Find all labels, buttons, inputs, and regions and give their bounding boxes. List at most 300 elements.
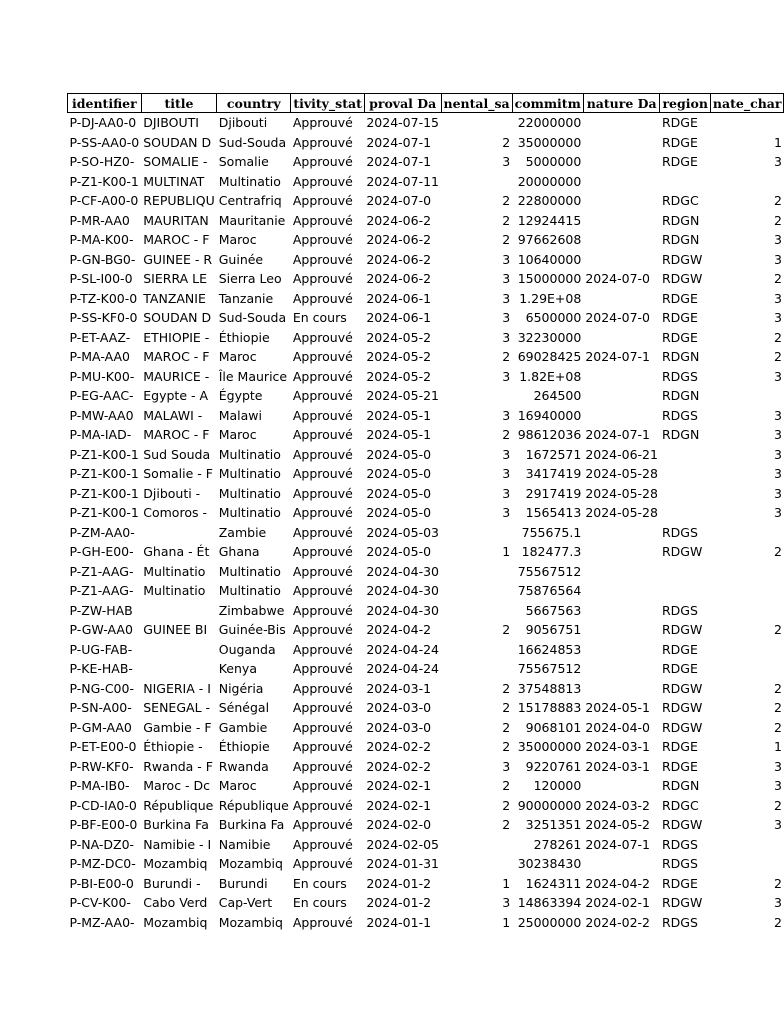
cell-env-safeguard[interactable]: 2 [502, 680, 511, 696]
cell-identifier[interactable]: P-MZ-DC0- [69, 856, 136, 871]
cell-env-safeguard[interactable]: 3 [502, 505, 511, 520]
column-header-title[interactable]: title [141, 94, 216, 113]
cell-region[interactable]: RDGW [661, 680, 703, 696]
cell-climate-change[interactable]: 3 [774, 466, 782, 481]
cell-approval-date[interactable]: 2024-05-1 [366, 427, 432, 442]
cell-climate-change[interactable] [710, 835, 784, 855]
cell-identifier[interactable]: P-KE-HAB- [69, 661, 133, 676]
cell-commitment[interactable]: 9068101 [525, 719, 582, 735]
cell-climate-change[interactable] [710, 640, 784, 660]
cell-identifier[interactable]: P-ET-AAZ- [69, 329, 131, 345]
cell-signature-date[interactable]: 2024-07-1 [585, 349, 651, 364]
cell-approval-date[interactable]: 2024-03-0 [366, 719, 432, 735]
cell-activity-status[interactable]: Approuvé [292, 290, 353, 306]
cell-env-safeguard[interactable]: 3 [502, 368, 511, 384]
cell-country[interactable]: Sierra Leo [218, 271, 282, 286]
cell-activity-status[interactable]: Approuvé [292, 602, 353, 618]
cell-climate-change[interactable]: 2 [774, 875, 782, 891]
cell-activity-status[interactable]: Approuvé [292, 778, 353, 793]
cell-title[interactable]: Namibie - I [143, 836, 212, 852]
cell-approval-date[interactable]: 2024-05-2 [366, 368, 432, 384]
cell-env-safeguard[interactable]: 2 [502, 739, 511, 754]
cell-title[interactable]: Éthiopie - [143, 739, 203, 754]
cell-region[interactable]: RDGN [661, 349, 700, 364]
cell-region[interactable]: RDGS [661, 368, 698, 384]
cell-climate-change[interactable]: 3 [774, 368, 782, 384]
cell-env-safeguard[interactable]: 1 [502, 544, 511, 559]
cell-country[interactable]: Ghana [218, 544, 260, 559]
cell-region[interactable]: RDGE [661, 115, 698, 130]
cell-commitment[interactable]: 35000000 [517, 739, 582, 754]
cell-env-safeguard[interactable] [441, 562, 512, 582]
cell-approval-date[interactable]: 2024-02-0 [366, 817, 432, 832]
cell-activity-status[interactable]: En cours [292, 895, 347, 910]
cell-climate-change[interactable]: 3 [774, 427, 782, 442]
cell-activity-status[interactable]: Approuvé [292, 641, 353, 657]
cell-climate-change[interactable]: 2 [774, 544, 782, 559]
cell-signature-date[interactable] [583, 406, 660, 426]
cell-country[interactable]: Tanzanie [218, 290, 274, 306]
cell-identifier[interactable]: P-Z1-AAG- [69, 563, 134, 579]
cell-env-safeguard[interactable] [441, 581, 512, 601]
cell-region[interactable]: RDGW [661, 719, 703, 735]
cell-approval-date[interactable]: 2024-05-03 [366, 524, 440, 540]
cell-country[interactable]: Multinatio [218, 505, 281, 520]
cell-approval-date[interactable]: 2024-04-24 [366, 641, 440, 657]
cell-env-safeguard[interactable]: 2 [502, 817, 511, 832]
cell-env-safeguard[interactable]: 3 [502, 310, 511, 325]
cell-activity-status[interactable]: Approuvé [292, 797, 353, 813]
cell-country[interactable]: Éthiopie [218, 329, 270, 345]
cell-identifier[interactable]: P-MA-IAD- [69, 427, 132, 442]
cell-signature-date[interactable]: 2024-03-1 [585, 758, 651, 774]
cell-region[interactable]: RDGN [661, 232, 700, 247]
cell-identifier[interactable]: P-GW-AA0 [69, 622, 133, 637]
cell-activity-status[interactable]: Approuvé [292, 524, 353, 540]
cell-signature-date[interactable] [583, 854, 660, 874]
column-header-signature-date[interactable]: nature Da [583, 94, 660, 113]
cell-approval-date[interactable]: 2024-05-1 [366, 407, 432, 423]
cell-env-safeguard[interactable]: 2 [502, 349, 511, 364]
cell-title[interactable]: République [143, 797, 214, 813]
cell-commitment[interactable]: 15000000 [517, 271, 582, 286]
cell-title[interactable]: Burundi - [143, 875, 201, 891]
cell-commitment[interactable]: 69028425 [517, 349, 582, 364]
cell-activity-status[interactable]: Approuvé [292, 836, 353, 852]
cell-identifier[interactable]: P-ZM-AA0- [69, 524, 135, 540]
cell-title[interactable]: MAURICE - [143, 368, 210, 384]
cell-identifier[interactable]: P-GM-AA0 [69, 719, 132, 735]
cell-approval-date[interactable]: 2024-07-11 [366, 173, 440, 189]
cell-signature-date[interactable] [583, 640, 660, 660]
cell-activity-status[interactable]: Approuvé [292, 700, 353, 715]
cell-country[interactable]: Multinatio [218, 583, 281, 598]
cell-activity-status[interactable]: Approuvé [292, 563, 353, 579]
cell-signature-date[interactable] [583, 289, 660, 309]
cell-region[interactable] [660, 445, 710, 465]
cell-climate-change[interactable]: 2 [774, 193, 782, 208]
cell-region[interactable]: RDGS [661, 856, 698, 871]
cell-env-safeguard[interactable]: 1 [502, 914, 511, 930]
cell-climate-change[interactable]: 3 [774, 895, 782, 910]
cell-identifier[interactable]: P-ET-E00-0 [69, 739, 137, 754]
cell-region[interactable]: RDGE [661, 154, 698, 169]
cell-commitment[interactable]: 16940000 [517, 407, 582, 423]
cell-region[interactable]: RDGE [661, 875, 698, 891]
cell-activity-status[interactable]: Approuvé [292, 232, 353, 247]
cell-activity-status[interactable]: Approuvé [292, 212, 353, 228]
cell-commitment[interactable]: 1.82E+08 [519, 368, 582, 384]
cell-climate-change[interactable] [710, 172, 784, 192]
cell-commitment[interactable]: 9220761 [525, 758, 582, 774]
cell-climate-change[interactable]: 1 [774, 739, 782, 754]
cell-signature-date[interactable]: 2024-05-28 [585, 485, 658, 501]
cell-identifier[interactable]: P-TZ-K00-0 [69, 290, 138, 306]
cell-identifier[interactable]: P-MA-K00- [69, 232, 134, 247]
cell-title[interactable] [141, 523, 216, 543]
cell-commitment[interactable]: 20000000 [517, 173, 582, 189]
cell-climate-change[interactable]: 3 [774, 758, 782, 774]
cell-signature-date[interactable] [583, 367, 660, 387]
cell-identifier[interactable]: P-NG-C00- [69, 680, 134, 696]
cell-title[interactable]: Gambie - F [143, 719, 212, 735]
cell-env-safeguard[interactable]: 3 [502, 329, 511, 345]
cell-region[interactable]: RDGE [661, 310, 698, 325]
cell-approval-date[interactable]: 2024-06-2 [366, 251, 432, 267]
cell-activity-status[interactable]: Approuvé [292, 329, 353, 345]
cell-activity-status[interactable]: Approuvé [292, 349, 353, 364]
cell-region[interactable]: RDGE [661, 661, 698, 676]
cell-activity-status[interactable]: Approuvé [292, 719, 353, 735]
cell-activity-status[interactable]: Approuvé [292, 251, 353, 267]
cell-approval-date[interactable]: 2024-02-2 [366, 758, 432, 774]
cell-identifier[interactable]: P-UG-FAB- [69, 641, 133, 657]
cell-identifier[interactable]: P-Z1-K00-1 [69, 173, 139, 189]
cell-title[interactable]: Burkina Fa [143, 817, 209, 832]
cell-identifier[interactable]: P-CV-K00- [69, 895, 131, 910]
cell-title[interactable]: Maroc - Dc [143, 778, 211, 793]
cell-env-safeguard[interactable] [441, 113, 512, 133]
cell-identifier[interactable]: P-EG-AAC- [69, 388, 134, 403]
cell-identifier[interactable]: P-Z1-K00-1 [69, 446, 139, 462]
cell-signature-date[interactable] [583, 386, 660, 406]
cell-activity-status[interactable]: Approuvé [292, 154, 353, 169]
cell-commitment[interactable]: 75876564 [517, 583, 582, 598]
cell-env-safeguard[interactable] [441, 172, 512, 192]
cell-signature-date[interactable]: 2024-06-21 [585, 446, 658, 462]
cell-approval-date[interactable]: 2024-04-24 [366, 661, 440, 676]
cell-climate-change[interactable]: 2 [774, 680, 782, 696]
cell-region[interactable]: RDGS [661, 524, 698, 540]
cell-commitment[interactable]: 90000000 [517, 797, 582, 813]
cell-climate-change[interactable]: 2 [774, 212, 782, 228]
cell-activity-status[interactable]: Approuvé [292, 173, 353, 189]
cell-identifier[interactable]: P-ZW-HAB [69, 602, 133, 618]
cell-activity-status[interactable]: Approuvé [292, 661, 353, 676]
cell-activity-status[interactable]: Approuvé [292, 856, 353, 871]
cell-identifier[interactable]: P-MA-AA0 [69, 349, 130, 364]
cell-country[interactable]: Multinatio [218, 173, 281, 189]
cell-approval-date[interactable]: 2024-01-2 [366, 875, 432, 891]
cell-identifier[interactable]: P-SS-KF0-0 [69, 310, 138, 325]
cell-identifier[interactable]: P-RW-KF0- [69, 758, 134, 774]
cell-approval-date[interactable]: 2024-01-1 [366, 914, 432, 930]
cell-title[interactable]: Somalie - F [143, 466, 213, 481]
cell-commitment[interactable]: 98612036 [517, 427, 582, 442]
column-header-identifier[interactable]: identifier [68, 94, 142, 113]
cell-signature-date[interactable]: 2024-02-1 [585, 895, 651, 910]
cell-signature-date[interactable] [583, 562, 660, 582]
cell-signature-date[interactable]: 2024-07-1 [585, 427, 651, 442]
cell-signature-date[interactable]: 2024-03-2 [585, 797, 651, 813]
cell-title[interactable]: MALAWI - [143, 407, 203, 423]
cell-commitment[interactable]: 97662608 [517, 232, 582, 247]
cell-activity-status[interactable]: Approuvé [292, 115, 353, 130]
cell-identifier[interactable]: P-MZ-AA0- [69, 914, 135, 930]
cell-env-safeguard[interactable] [441, 601, 512, 621]
cell-approval-date[interactable]: 2024-04-30 [366, 602, 440, 618]
cell-signature-date[interactable]: 2024-07-0 [585, 271, 651, 286]
cell-climate-change[interactable]: 3 [774, 778, 782, 793]
cell-title[interactable]: SOUDAN D [143, 310, 212, 325]
cell-activity-status[interactable]: Approuvé [292, 505, 353, 520]
cell-signature-date[interactable] [583, 133, 660, 153]
cell-country[interactable]: Centrafriq [218, 193, 282, 208]
column-header-commitment[interactable]: commitm [512, 94, 583, 113]
cell-climate-change[interactable] [710, 523, 784, 543]
cell-signature-date[interactable] [583, 230, 660, 250]
cell-approval-date[interactable]: 2024-06-1 [366, 290, 432, 306]
cell-env-safeguard[interactable]: 2 [502, 232, 511, 247]
cell-title[interactable] [141, 640, 216, 660]
cell-approval-date[interactable]: 2024-04-2 [366, 622, 432, 637]
cell-climate-change[interactable] [710, 113, 784, 133]
cell-commitment[interactable]: 1565413 [525, 505, 582, 520]
cell-commitment[interactable]: 2917419 [525, 485, 582, 501]
cell-commitment[interactable]: 182477.3 [521, 544, 582, 559]
cell-region[interactable] [660, 503, 710, 523]
cell-signature-date[interactable] [583, 152, 660, 172]
cell-env-safeguard[interactable] [441, 835, 512, 855]
cell-country[interactable]: Maroc [218, 232, 257, 247]
cell-climate-change[interactable]: 2 [774, 349, 782, 364]
cell-env-safeguard[interactable]: 2 [502, 797, 511, 813]
cell-signature-date[interactable] [583, 250, 660, 270]
cell-identifier[interactable]: P-Z1-K00-1 [69, 466, 139, 481]
cell-signature-date[interactable]: 2024-05-28 [585, 466, 658, 481]
cell-activity-status[interactable]: Approuvé [292, 758, 353, 774]
cell-approval-date[interactable]: 2024-05-0 [366, 466, 432, 481]
cell-region[interactable]: RDGC [661, 193, 699, 208]
cell-approval-date[interactable]: 2024-02-2 [366, 739, 432, 754]
cell-activity-status[interactable]: Approuvé [292, 427, 353, 442]
cell-country[interactable]: Île Maurice [218, 368, 288, 384]
cell-commitment[interactable]: 5000000 [525, 154, 582, 169]
cell-env-safeguard[interactable]: 2 [502, 719, 511, 735]
cell-climate-change[interactable]: 2 [774, 271, 782, 286]
cell-climate-change[interactable]: 3 [774, 154, 782, 169]
cell-title[interactable]: MAURITAN [143, 212, 209, 228]
cell-activity-status[interactable]: Approuvé [292, 622, 353, 637]
column-header-environmental-safeguard[interactable]: nental_sa [441, 94, 512, 113]
cell-country[interactable]: Multinatio [218, 466, 281, 481]
cell-env-safeguard[interactable]: 3 [502, 251, 511, 267]
cell-commitment[interactable]: 15178883 [517, 700, 582, 715]
cell-climate-change[interactable] [710, 601, 784, 621]
cell-commitment[interactable]: 22000000 [517, 115, 582, 130]
cell-approval-date[interactable]: 2024-06-2 [366, 232, 432, 247]
cell-region[interactable] [660, 562, 710, 582]
cell-title[interactable]: Mozambiq [143, 914, 208, 930]
cell-identifier[interactable]: P-CD-IA0-0 [69, 797, 137, 813]
cell-env-safeguard[interactable]: 1 [502, 875, 511, 891]
cell-climate-change[interactable]: 2 [774, 914, 782, 930]
cell-climate-change[interactable]: 3 [774, 446, 782, 462]
cell-country[interactable]: Guinée-Bis [218, 622, 286, 637]
cell-title[interactable]: MAROC - F [143, 427, 210, 442]
cell-region[interactable]: RDGS [661, 914, 698, 930]
cell-identifier[interactable]: P-MW-AA0 [69, 407, 134, 423]
cell-country[interactable]: Djibouti [218, 115, 268, 130]
cell-title[interactable]: SOUDAN D [143, 134, 212, 150]
cell-climate-change[interactable]: 3 [774, 251, 782, 267]
cell-identifier[interactable]: P-GN-BG0- [69, 251, 136, 267]
cell-climate-change[interactable]: 3 [774, 232, 782, 247]
cell-title[interactable]: Djibouti - [143, 485, 201, 501]
cell-region[interactable] [660, 172, 710, 192]
cell-climate-change[interactable] [710, 562, 784, 582]
cell-signature-date[interactable]: 2024-04-0 [585, 719, 651, 735]
cell-country[interactable]: Multinatio [218, 563, 281, 579]
cell-env-safeguard[interactable]: 3 [502, 154, 511, 169]
cell-commitment[interactable]: 30238430 [517, 856, 582, 871]
cell-activity-status[interactable]: Approuvé [292, 544, 353, 559]
cell-approval-date[interactable]: 2024-03-1 [366, 680, 432, 696]
cell-env-safeguard[interactable]: 3 [502, 758, 511, 774]
cell-env-safeguard[interactable]: 3 [502, 466, 511, 481]
cell-country[interactable]: Zambie [218, 524, 267, 540]
cell-title[interactable]: Sud Souda [143, 446, 211, 462]
cell-title[interactable]: Comoros - [143, 505, 207, 520]
cell-identifier[interactable]: P-CF-A00-0 [69, 193, 139, 208]
cell-activity-status[interactable]: Approuvé [292, 817, 353, 832]
cell-region[interactable]: RDGN [661, 212, 700, 228]
cell-approval-date[interactable]: 2024-07-0 [366, 193, 432, 208]
cell-region[interactable] [660, 464, 710, 484]
cell-env-safeguard[interactable]: 2 [502, 134, 511, 150]
cell-region[interactable]: RDGW [661, 895, 703, 910]
cell-activity-status[interactable]: Approuvé [292, 368, 353, 384]
cell-climate-change[interactable]: 3 [774, 817, 782, 832]
cell-env-safeguard[interactable]: 3 [502, 271, 511, 286]
cell-signature-date[interactable]: 2024-03-1 [585, 739, 651, 754]
cell-title[interactable]: Rwanda - F [143, 758, 213, 774]
cell-env-safeguard[interactable]: 3 [502, 407, 511, 423]
cell-climate-change[interactable]: 2 [774, 622, 782, 637]
cell-approval-date[interactable]: 2024-05-2 [366, 349, 432, 364]
cell-commitment[interactable]: 14863394 [517, 895, 582, 910]
cell-country[interactable]: Rwanda [218, 758, 269, 774]
cell-approval-date[interactable]: 2024-03-0 [366, 700, 432, 715]
cell-commitment[interactable]: 32230000 [517, 329, 582, 345]
cell-env-safeguard[interactable]: 3 [502, 446, 511, 462]
cell-country[interactable]: Nigéria [218, 680, 264, 696]
cell-signature-date[interactable]: 2024-05-1 [585, 700, 651, 715]
cell-region[interactable]: RDGE [661, 290, 698, 306]
cell-climate-change[interactable]: 3 [774, 505, 782, 520]
cell-country[interactable]: République [218, 797, 289, 813]
cell-approval-date[interactable]: 2024-04-30 [366, 583, 440, 598]
cell-activity-status[interactable]: Approuvé [292, 407, 353, 423]
cell-country[interactable]: Gambie [218, 719, 268, 735]
cell-climate-change[interactable] [710, 386, 784, 406]
column-header-country[interactable]: country [217, 94, 291, 113]
cell-approval-date[interactable]: 2024-04-30 [366, 563, 440, 579]
cell-approval-date[interactable]: 2024-02-1 [366, 778, 432, 793]
cell-region[interactable]: RDGE [661, 641, 698, 657]
cell-title[interactable]: GUINEE - R [143, 251, 213, 267]
cell-commitment[interactable]: 25000000 [517, 914, 582, 930]
cell-identifier[interactable]: P-SL-I00-0 [69, 271, 133, 286]
cell-country[interactable]: Sud-Souda [218, 310, 287, 325]
cell-climate-change[interactable]: 3 [774, 407, 782, 423]
cell-country[interactable]: Maroc [218, 427, 257, 442]
cell-signature-date[interactable]: 2024-05-28 [585, 505, 658, 520]
cell-commitment[interactable]: 37548813 [517, 680, 582, 696]
cell-env-safeguard[interactable]: 2 [502, 193, 511, 208]
cell-title[interactable]: DJIBOUTI [143, 115, 199, 130]
cell-activity-status[interactable]: Approuvé [292, 271, 353, 286]
cell-country[interactable]: Multinatio [218, 446, 281, 462]
cell-identifier[interactable]: P-Z1-K00-1 [69, 505, 139, 520]
cell-identifier[interactable]: P-GH-E00- [69, 544, 134, 559]
cell-approval-date[interactable]: 2024-05-0 [366, 505, 432, 520]
cell-region[interactable]: RDGW [661, 817, 703, 832]
cell-region[interactable]: RDGS [661, 407, 698, 423]
cell-region[interactable]: RDGS [661, 836, 698, 852]
cell-env-safeguard[interactable]: 2 [502, 778, 511, 793]
cell-title[interactable]: Multinatio [143, 583, 206, 598]
column-header-approval-date[interactable]: proval Da [364, 94, 441, 113]
cell-commitment[interactable]: 75567512 [517, 661, 582, 676]
cell-commitment[interactable]: 22800000 [517, 193, 582, 208]
cell-approval-date[interactable]: 2024-07-1 [366, 134, 432, 150]
cell-activity-status[interactable]: Approuvé [292, 914, 353, 930]
cell-signature-date[interactable] [583, 191, 660, 211]
cell-activity-status[interactable]: Approuvé [292, 485, 353, 501]
cell-activity-status[interactable]: Approuvé [292, 680, 353, 696]
cell-region[interactable]: RDGE [661, 739, 698, 754]
cell-signature-date[interactable]: 2024-05-2 [585, 817, 651, 832]
cell-env-safeguard[interactable]: 2 [502, 622, 511, 637]
cell-country[interactable]: Malawi [218, 407, 263, 423]
cell-country[interactable]: Cap-Vert [218, 895, 273, 910]
cell-activity-status[interactable]: Approuvé [292, 583, 353, 598]
cell-title[interactable]: MULTINAT [143, 173, 205, 189]
cell-signature-date[interactable] [583, 659, 660, 679]
cell-approval-date[interactable]: 2024-05-2 [366, 329, 432, 345]
cell-env-safeguard[interactable] [441, 523, 512, 543]
cell-climate-change[interactable]: 3 [774, 310, 782, 325]
cell-env-safeguard[interactable] [441, 854, 512, 874]
cell-activity-status[interactable]: Approuvé [292, 466, 353, 481]
cell-country[interactable]: Burundi [218, 875, 268, 891]
cell-country[interactable]: Sud-Souda [218, 134, 287, 150]
cell-env-safeguard[interactable] [441, 640, 512, 660]
cell-region[interactable]: RDGN [661, 427, 700, 442]
cell-commitment[interactable]: 264500 [533, 388, 582, 403]
cell-title[interactable]: SOMALIE - [143, 154, 208, 169]
